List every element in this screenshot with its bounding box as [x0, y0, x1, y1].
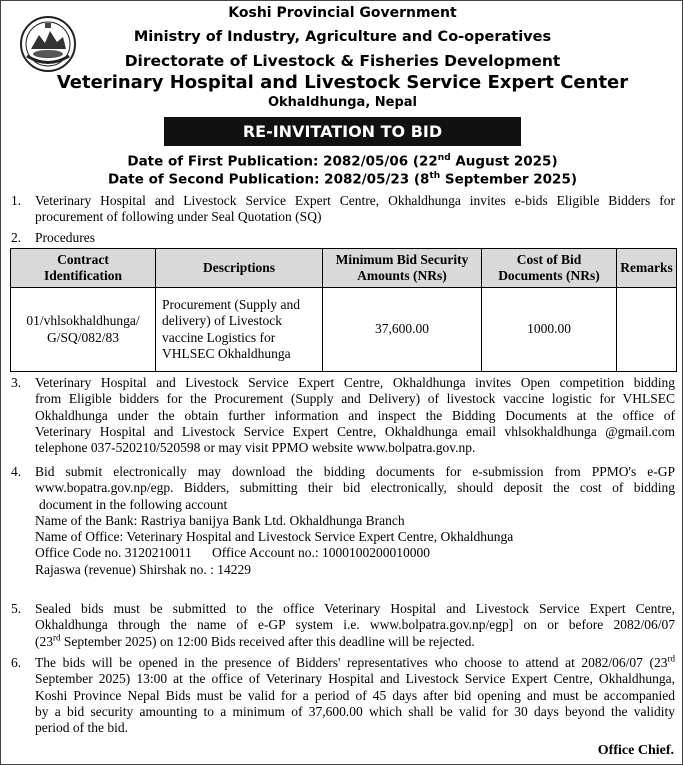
col-contract-identification: Contract Identification — [11, 249, 156, 288]
office-location: Okhaldhunga, Nepal — [267, 95, 418, 110]
clause-line: (23rd September 2025) on 12:00 Bids received after this deadline will be rejected. — [35, 632, 475, 649]
clause-number: 1. — [11, 193, 22, 208]
clause-line: document in the following account — [39, 496, 228, 512]
office-code-account: Office Code no. 3120210011 Office Account no.: 1000100200010000 — [35, 545, 430, 561]
clause-line: by a bid security amounting to a minimum of 37,600.00 which shall be valid for 30 days beyond the validity — [35, 703, 675, 719]
clause-line: www.bopatra.gov.np/egp. Bidders, submitting their bid electronically, should deposit the cost of bidding — [35, 480, 675, 496]
clause-line: telephone 037-520210/520598 or may visit PPMO website www.bolpatra.gov.np. — [35, 440, 476, 456]
clause-number: 5. — [11, 601, 22, 616]
office-chief-signature: Office Chief. — [597, 743, 674, 758]
first-publication-date: Date of First Publication: 2082/05/06 (22nd August 2025) — [127, 153, 558, 170]
clause-line: Sealed bids must be submitted to the office Veterinary Hospital and Livestock Service Expert Centre, — [35, 601, 675, 616]
clause-line: Veterinary Hospital and Livestock Service Expert Centre, Okhaldhunga invites e-bids Eligible Bidders for — [35, 193, 675, 208]
notice-title-banner: RE-INVITATION TO BID — [164, 117, 521, 146]
ministry-name: Ministry of Industry, Agriculture and Co-operatives — [133, 29, 552, 45]
clause-line: procurement of following under Seal Quotation (SQ) — [35, 209, 322, 225]
clause-line: Koshi Province Nepal Bids must be valid for a period of 45 days after bid opening and must be accompanied — [35, 687, 675, 703]
clause-line: Bid submit electronically may download the bidding documents for e-submission from PPMO's e-GP — [35, 464, 675, 479]
directorate-name: Directorate of Livestock & Fisheries Development — [124, 52, 561, 70]
clause-number: 4. — [11, 464, 22, 479]
government-name: Koshi Provincial Government — [228, 5, 457, 21]
clause-line: Procedures — [35, 230, 95, 245]
clause-line: Okhaldhunga under the obtain further information and inspect the Bidding Documents at the office of — [35, 407, 675, 423]
clause-line: from Eligible bidders for the Procurement (Supply and Delivery) of livestock vaccine logistic for VHLSEC — [35, 391, 675, 407]
table-row — [11, 288, 677, 372]
cell-document-cost: 1000.00 — [482, 288, 617, 372]
clause-line: September 2025) 13:00 at the office of Veterinary Hospital and Livestock Service Expert Centre, Okhaldhunga, — [35, 671, 675, 687]
clause-number: 2. — [11, 230, 22, 245]
clause-line: period of the bid. — [35, 720, 128, 736]
table-header-row — [11, 249, 677, 288]
clause-number: 6. — [11, 655, 22, 670]
cell-description: Procurement (Supply and delivery) of Livestock vaccine Logistics for VHLSEC Okhaldhunga — [156, 288, 323, 372]
clause-line: Veterinary Hospital and Livestock Service Expert Centre, Okhaldhunga invites Open competition bidding — [35, 375, 675, 390]
clause-line: Okhaldhunga through the name of e-GP system i.e. www.bolpatra.gov.np/egp] on or before 2082/06/07 — [35, 617, 675, 633]
col-cost-of-bid-documents: Cost of Bid Documents (NRs) — [482, 249, 617, 288]
col-min-bid-security: Minimum Bid Security Amounts (NRs) — [323, 249, 482, 288]
office-name: Veterinary Hospital and Livestock Service Expert Center — [56, 72, 629, 93]
account-office-name: Name of Office: Veterinary Hospital and Livestock Service Expert Centre, Okhaldhunga — [35, 529, 514, 545]
col-descriptions: Descriptions — [156, 249, 323, 288]
bid-table — [10, 248, 677, 372]
cell-contract-id: 01/vhlsokhaldhunga/ G/SQ/082/83 — [11, 288, 156, 372]
col-remarks: Remarks — [617, 249, 677, 288]
second-publication-date: Date of Second Publication: 2082/05/23 (8th September 2025) — [107, 171, 578, 188]
clause-line: Veterinary Hospital and Livestock Service Expert Centre, Okhaldhunga email vhlsokhaldhunga @gmail.com — [35, 423, 675, 439]
cell-bid-security: 37,600.00 — [323, 288, 482, 372]
clause-number: 3. — [11, 375, 22, 390]
revenue-heading: Rajaswa (revenue) Shirshak no. : 14229 — [35, 561, 251, 577]
clause-line: The bids will be opened in the presence of Bidders' representatives who choose to attend at 2082/06/07 (23rd — [35, 653, 675, 670]
cell-remarks — [617, 288, 677, 372]
bank-name: Name of the Bank: Rastriya banijya Bank Ltd. Okhaldhunga Branch — [35, 512, 405, 528]
